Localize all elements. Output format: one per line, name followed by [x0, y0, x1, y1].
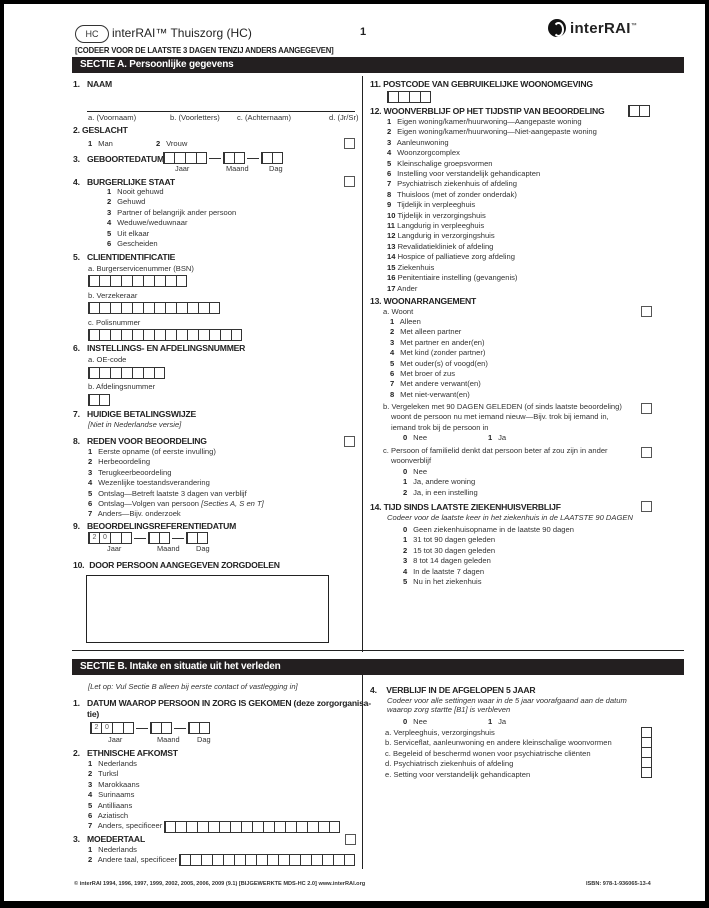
option: 4 Woonzorgcomplex: [387, 148, 460, 158]
payment-note: [Niet in Nederlandse versie]: [88, 420, 182, 429]
option: 0 Geen ziekenhuisopname in de laatste 90 dagen: [403, 525, 574, 534]
option: 2 Herbeoordeling: [88, 457, 151, 467]
option: 10 Tijdelijk in verzorgingshuis: [387, 210, 486, 220]
option: 3 Aanleunwoning: [387, 137, 449, 147]
language-code-box[interactable]: [345, 834, 356, 845]
option: 1 Alleen: [390, 317, 421, 326]
section-b-header: SECTIE B. Intake en situatie uit het verleden: [72, 659, 684, 675]
note-line: Codeer voor alle settingen waar in de 5 jaar voorafgaand aan de datum: [387, 696, 627, 705]
insurer-label: b. Verzekeraar: [88, 291, 138, 300]
form-title: interRAI™ Thuiszorg (HC): [112, 26, 252, 40]
better-elsewhere-question: [383, 446, 608, 467]
name-field-suffix: d. (Jr/Sr): [329, 113, 359, 122]
option: 2 15 tot 30 dagen geleden: [403, 545, 496, 555]
new-cohabitant-question: [383, 402, 622, 433]
q-a7-label: 7. HUIDIGE BETALINGSWIJZE: [73, 409, 197, 419]
option: 7 Met andere verwant(en): [390, 379, 481, 389]
option: 4 Met kind (zonder partner): [390, 348, 486, 358]
option: 3 8 tot 14 dagen geleden: [403, 556, 491, 566]
option: 15 Ziekenhuis: [387, 262, 435, 272]
coding-instruction: [CODEER VOOR DE LAATSTE 3 DAGEN TENZIJ ANDERS AANGEGEVEN]: [75, 45, 334, 55]
option: 4 Weduwe/weduwnaar: [107, 218, 188, 228]
section-a-header: SECTIE A. Persoonlijke gegevens: [72, 57, 684, 73]
q-b1-label-cont: tie): [87, 709, 100, 719]
ethnicity-other-input[interactable]: [164, 821, 340, 833]
lives-with-label: a. Woont: [383, 307, 414, 316]
option: 4 In de laatste 7 dagen: [403, 566, 485, 576]
option: 5 Met ouder(s) of voogd(en): [390, 358, 488, 368]
option: 4 Surinaams: [88, 790, 135, 800]
option: 2 Gehuwd: [107, 197, 146, 207]
logo-tm: ™: [630, 22, 638, 29]
stay-item-c: c. Begeleid of beschermd wonen voor psychiatrische cliënten: [385, 748, 591, 758]
option: 1 Eigen woning/kamer/huurwoning—Aangepaste woning: [387, 117, 582, 126]
isbn-text: ISBN: 978-1-936065-13-4: [586, 881, 651, 887]
page-number: 1: [360, 26, 367, 38]
option: 0 Nee: [403, 467, 428, 476]
option: 3 Marokkaans: [88, 779, 140, 789]
stay-item-b: b. Serviceflat, aanleunwoning en andere kleinschalige woonvormen: [385, 738, 612, 748]
option: 2 Turksl: [88, 769, 119, 779]
stay-item-a: a. Verpleeghuis, verzorgingshuis: [385, 728, 495, 737]
q-a2-label: 2. GESLACHT: [73, 125, 128, 135]
section-b-note: [Let op: Vul Sectie B alleen bij eerste contact of vastlegging in]: [88, 682, 298, 691]
stay-item-e: e. Setting voor verstandelijk gehandicapten: [385, 769, 531, 779]
option: 7 Anders—Bijv. onderzoek: [88, 509, 181, 519]
q-a11-label: 11. POSTCODE VAN GEBRUIKELIJKE WOONOMGEVING: [370, 79, 593, 89]
option: 17 Ander: [387, 283, 418, 293]
lives-with-options: [390, 317, 488, 400]
option: 13 Revalidatiekliniek of afdeling: [387, 241, 494, 251]
name-input[interactable]: [87, 99, 354, 111]
gender-option-1: 1 Man: [88, 139, 113, 148]
bsn-input[interactable]: [88, 275, 187, 287]
hospital-stay-options: [403, 525, 574, 587]
option: 11 Langdurig in verpleeghuis: [387, 221, 485, 231]
question-line: c. Persoon of familielid denkt dat persoon beter af zou zijn in ander: [383, 446, 608, 455]
insurer-input[interactable]: [88, 302, 220, 314]
birthdate-year-label: Jaar: [175, 164, 190, 173]
hc-badge: HC: [75, 25, 109, 43]
option: 6 Met broer of zus: [390, 369, 455, 379]
option: 1 Nooit gehuwd: [107, 187, 164, 196]
question-line: iemand trok bij de persoon in: [391, 422, 489, 432]
logo-text: interRAI: [570, 19, 631, 37]
question-line: b. Vergeleken met 90 DAGEN GELEDEN (of sinds laatste beoordeling): [383, 402, 622, 411]
question-line: woonverblijf: [391, 456, 432, 466]
option: 5 Uit elkaar: [107, 228, 150, 238]
q-a9-label: 9. BEOORDELINGSREFERENTIEDATUM: [73, 521, 237, 531]
option: 1 31 tot 90 dagen geleden: [403, 535, 496, 545]
residence-code-box[interactable]: [628, 105, 650, 117]
reason-code-box[interactable]: [344, 436, 355, 447]
care-start-year-label: Jaar: [108, 735, 123, 744]
q-b2-label: 2. ETHNISCHE AFKOMST: [73, 748, 178, 758]
bsn-label: a. Burgerservicenummer (BSN): [88, 264, 194, 273]
form-page: [4, 4, 705, 901]
assessment-date-input[interactable]: 2 0: [88, 532, 208, 544]
department-label: b. Afdelingsnummer: [88, 382, 156, 391]
option: 2 Ja, in een instelling: [403, 487, 478, 497]
option: 7 Psychiatrisch ziekenhuis of afdeling: [387, 179, 518, 189]
option: 12 Langdurig in verzorgingshuis: [387, 231, 495, 241]
option: 5 Nu in het ziekenhuis: [403, 577, 482, 587]
q-a1-label: 1. NAAM: [73, 79, 112, 89]
q-b3-label: 3. MOEDERTAAL: [73, 834, 145, 844]
stay-legend-0: 0 Nee: [403, 717, 428, 726]
q-b4-label: 4. VERBLIJF IN DE AFGELOPEN 5 JAAR: [370, 685, 536, 695]
q-a13-label: 13. WOONARRANGEMENT: [370, 296, 477, 306]
stay-box-e[interactable]: [641, 767, 652, 778]
care-start-date-input[interactable]: 2 0: [90, 722, 210, 734]
option: 6 Ontslag—Volgen van persoon [Secties A, S en T]: [88, 499, 264, 509]
column-divider-a: [362, 76, 363, 652]
note-line: waarop zorg startte [B1] is verbleven: [387, 705, 511, 714]
option: 1 Eerste opname (of eerste invulling): [88, 447, 216, 456]
birthdate-day-label: Dag: [269, 164, 283, 173]
new-cohabitant-option-0: 0 Nee: [403, 433, 428, 442]
better-elsewhere-code-box[interactable]: [641, 447, 652, 458]
option: 14 Hospice of palliatieve zorg afdeling: [387, 252, 515, 262]
name-field-initials: b. (Voorletters): [170, 113, 220, 122]
marital-code-box[interactable]: [344, 176, 355, 187]
section-separator: [72, 650, 684, 651]
option: 4 Wezenlijke toestandsverandering: [88, 478, 210, 488]
department-input[interactable]: [88, 394, 110, 406]
birthdate-month-label: Maand: [226, 164, 249, 173]
name-field-first: a. (Voornaam): [88, 113, 137, 122]
birthdate-input[interactable]: [163, 152, 283, 164]
interrai-logo: [548, 19, 637, 37]
new-cohabitant-code-box[interactable]: [641, 403, 652, 414]
hospital-stay-note: Codeer voor de laatste keer in het ziekenhuis in de LAATSTE 90 DAGEN: [387, 513, 633, 522]
residence-options: [387, 117, 597, 294]
assessment-month-label: Maand: [157, 544, 180, 553]
name-field-last: c. (Achternaam): [237, 113, 292, 122]
option: 9 Tijdelijk in verpleeghuis: [387, 200, 476, 210]
stay-items: [385, 728, 612, 780]
option: 3 Met partner en ander(en): [390, 337, 485, 347]
option: 6 Instelling voor verstandelijk gehandicapten: [387, 169, 541, 179]
option: 3 Terugkeerbeoordeling: [88, 467, 172, 477]
care-goals-textarea[interactable]: [86, 575, 329, 643]
q-a3-label: 3. GEBOORTEDATUM: [73, 154, 164, 164]
option: 2 Eigen woning/kamer/huurwoning—Niet-aangepaste woning: [387, 127, 597, 137]
option: 6 Gescheiden: [107, 239, 158, 249]
option: 16 Penitentiaire instelling (gevangenis): [387, 273, 518, 283]
option: 8 Met niet-verwant(en): [390, 389, 470, 399]
option: 5 Kleinschalige groepsvormen: [387, 158, 493, 168]
q-a5-label: 5. CLIENTIDENTIFICATIE: [73, 252, 176, 262]
language-options: [88, 845, 177, 866]
option: 1 Nederlands: [88, 845, 137, 854]
option: 1 Ja, andere woning: [403, 477, 476, 487]
policy-input[interactable]: [88, 329, 242, 341]
option: 5 Ontslag—Betreft laatste 3 dagen van verblijf: [88, 488, 247, 498]
q-b1-label: 1. DATUM WAAROP PERSOON IN ZORG IS GEKOMEN (deze zorgorganisa-: [73, 698, 371, 708]
gender-option-2: 2 Vrouw: [156, 139, 188, 148]
hospital-stay-code-box[interactable]: [641, 501, 652, 512]
copyright-text: © interRAI 1994, 1996, 1997, 1999, 2002, 2005, 2006, 2009 (9.1) [BIJGEWERKTE MDS-HC 2.0] www.interRAI.org: [74, 881, 366, 887]
stay-note: [387, 696, 627, 714]
policy-label: c. Polisnummer: [88, 318, 141, 327]
gender-code-box[interactable]: [344, 138, 355, 149]
q-a4-label: 4. BURGERLIJKE STAAT: [73, 177, 175, 187]
stay-item-d: d. Psychiatrisch ziekenhuis of afdeling: [385, 759, 514, 769]
q-a12-label: 12. WOONVERBLIJF OP HET TIJDSTIP VAN BEOORDELING: [370, 106, 605, 116]
globe-logo-icon: [548, 19, 566, 37]
option: 2 Andere taal, specificeer: [88, 855, 178, 865]
stay-legend-1: 1 Ja: [488, 717, 507, 726]
oe-code-label: a. OE-code: [88, 355, 127, 364]
marital-options: [107, 187, 236, 249]
option: 7 Anders, specificeer: [88, 821, 163, 831]
lives-with-code-box[interactable]: [641, 306, 652, 317]
care-start-day-label: Dag: [197, 735, 211, 744]
question-line: woont de persoon nu met iemand nieuw—Bijv. trok bij iemand in,: [391, 412, 609, 422]
stay-code-boxes: [641, 727, 652, 778]
q-a14-label: 14. TIJD SINDS LAATSTE ZIEKENHUISVERBLIJF: [370, 502, 561, 512]
q-a8-label: 8. REDEN VOOR BEOORDELING: [73, 436, 207, 446]
postcode-input[interactable]: [387, 91, 431, 103]
care-start-month-label: Maand: [157, 735, 180, 744]
ethnicity-options: [88, 759, 162, 832]
language-other-input[interactable]: [179, 854, 355, 866]
option: 6 Aziatisch: [88, 811, 129, 821]
assessment-year-label: Jaar: [107, 544, 122, 553]
better-elsewhere-options: [403, 467, 478, 498]
option: 8 Thuisloos (met of zonder onderdak): [387, 189, 517, 199]
reason-options: [88, 447, 264, 520]
option: 5 Antilliaans: [88, 800, 133, 810]
option: 2 Met alleen partner: [390, 327, 462, 337]
q-a6-label: 6. INSTELLINGS- EN AFDELINGSNUMMER: [73, 343, 246, 353]
name-underline: [87, 111, 355, 112]
assessment-day-label: Dag: [196, 544, 210, 553]
oe-code-input[interactable]: [88, 367, 165, 379]
option: 3 Partner of belangrijk ander persoon: [107, 207, 237, 217]
new-cohabitant-option-1: 1 Ja: [488, 433, 507, 442]
option: 1 Nederlands: [88, 759, 137, 768]
q-a10-label: 10. DOOR PERSOON AANGEGEVEN ZORGDOELEN: [73, 560, 280, 570]
